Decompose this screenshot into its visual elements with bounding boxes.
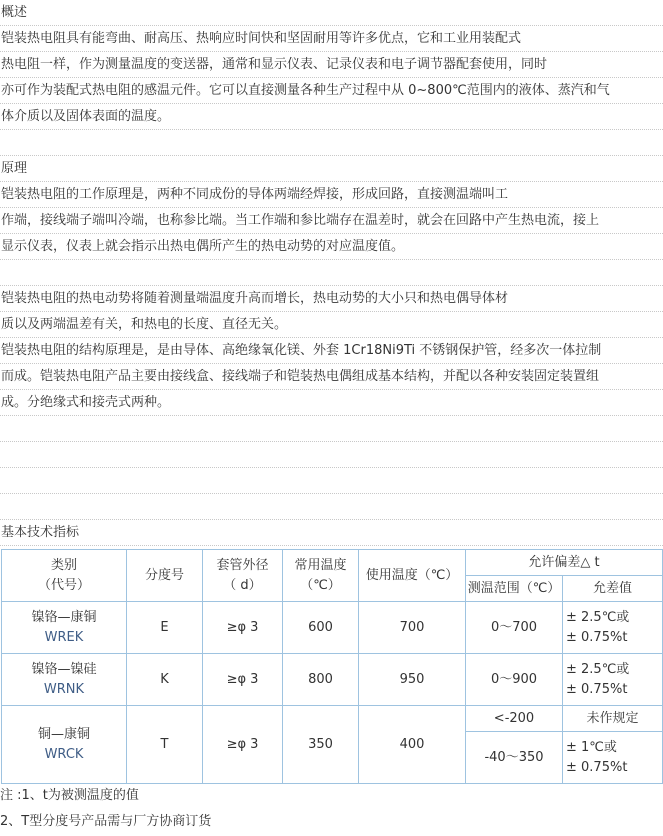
text-line: 铠装热电阻具有能弯曲、耐高压、热响应时间快和坚固耐用等许多优点，它和工业用装配式 bbox=[0, 26, 663, 52]
text-line bbox=[0, 416, 663, 442]
table-row bbox=[2, 654, 663, 706]
row-grade: E bbox=[127, 602, 203, 654]
row-od: ≥φ 3 bbox=[203, 654, 283, 706]
row-tolerance: ± 2.5℃或 ± 0.75%t bbox=[563, 602, 663, 654]
row-range-b: -40～350 bbox=[466, 732, 563, 784]
row-use: 700 bbox=[359, 602, 466, 654]
row-tolerance-a: 未作规定 bbox=[563, 706, 663, 732]
text-line: 热电阻一样，作为测量温度的变送器，通常和显示仪表、记录仪表和电子调节器配套使用，同时 bbox=[0, 52, 663, 78]
row-range: 0～900 bbox=[466, 654, 563, 706]
header-sheath-od: 套管外径 （ d） bbox=[203, 550, 283, 602]
header-normal-temp: 常用温度 （℃） bbox=[283, 550, 359, 602]
row-grade: T bbox=[127, 706, 203, 784]
table-row bbox=[2, 602, 663, 654]
text-line: 概述 bbox=[0, 0, 663, 26]
text-line: 成。分绝缘式和接壳式两种。 bbox=[0, 390, 663, 416]
row-use: 400 bbox=[359, 706, 466, 784]
row-name: 镍铬—镍硅 WRNK bbox=[2, 654, 127, 706]
spec-table bbox=[1, 549, 663, 784]
header-range: 测温范围（℃） bbox=[466, 576, 563, 602]
row-normal: 600 bbox=[283, 602, 359, 654]
row-range-a: <-200 bbox=[466, 706, 563, 732]
table-row bbox=[2, 706, 663, 732]
text-line bbox=[0, 442, 663, 468]
note-line: 2、T型分度号产品需与厂方协商订货 bbox=[0, 814, 212, 829]
row-od: ≥φ 3 bbox=[203, 706, 283, 784]
text-line: 铠装热电阻的结构原理是，是由导体、高绝缘氧化镁、外套 1Cr18Ni9Ti 不锈钢保护管，经多次一体拉制 bbox=[0, 338, 663, 364]
text-line bbox=[0, 130, 663, 156]
note-line: 注 :1、t为被测温度的值 bbox=[0, 788, 139, 803]
header-category: 类别 （代号） bbox=[2, 550, 127, 602]
row-tolerance-b: ± 1℃或 ± 0.75%t bbox=[563, 732, 663, 784]
text-line: 铠装热电阻的热电动势将随着测量端温度升高而增长，热电动势的大小只和热电偶导体材 bbox=[0, 286, 663, 312]
text-line: 基本技术指标 bbox=[0, 520, 663, 546]
text-line: 显示仪表，仪表上就会指示出热电偶所产生的热电动势的对应温度值。 bbox=[0, 234, 663, 260]
header-value: 允差值 bbox=[563, 576, 663, 602]
text-line bbox=[0, 494, 663, 520]
row-normal: 350 bbox=[283, 706, 359, 784]
row-grade: K bbox=[127, 654, 203, 706]
text-line: 作端，接线端子端叫冷端，也称参比端。当工作端和参比端存在温差时，就会在回路中产生热电流，接上 bbox=[0, 208, 663, 234]
text-line: 铠装热电阻的工作原理是，两种不同成份的导体两端经焊接，形成回路，直接测温端叫工 bbox=[0, 182, 663, 208]
row-name: 铜—康铜 WRCK bbox=[2, 706, 127, 784]
text-line: 亦可作为装配式热电阻的感温元件。它可以直接测量各种生产过程中从 0~800℃范围内的液体、蒸汽和气 bbox=[0, 78, 663, 104]
notes bbox=[0, 783, 663, 835]
header-tolerance: 允许偏差△ t bbox=[466, 550, 663, 576]
text-line: 而成。铠装热电阻产品主要由接线盒、接线端子和铠装热电偶组成基本结构，并配以各种安装固定装置组 bbox=[0, 364, 663, 390]
text-line bbox=[0, 260, 663, 286]
header-grade: 分度号 bbox=[127, 550, 203, 602]
header-use-temp: 使用温度（℃） bbox=[359, 550, 466, 602]
row-normal: 800 bbox=[283, 654, 359, 706]
row-use: 950 bbox=[359, 654, 466, 706]
row-od: ≥φ 3 bbox=[203, 602, 283, 654]
row-range: 0～700 bbox=[466, 602, 563, 654]
text-line: 原理 bbox=[0, 156, 663, 182]
text-line bbox=[0, 468, 663, 494]
row-name: 镍铬—康铜 WREK bbox=[2, 602, 127, 654]
row-tolerance: ± 2.5℃或 ± 0.75%t bbox=[563, 654, 663, 706]
text-line: 体介质以及固体表面的温度。 bbox=[0, 104, 663, 130]
text-line: 质以及两端温差有关，和热电的长度、直径无关。 bbox=[0, 312, 663, 338]
